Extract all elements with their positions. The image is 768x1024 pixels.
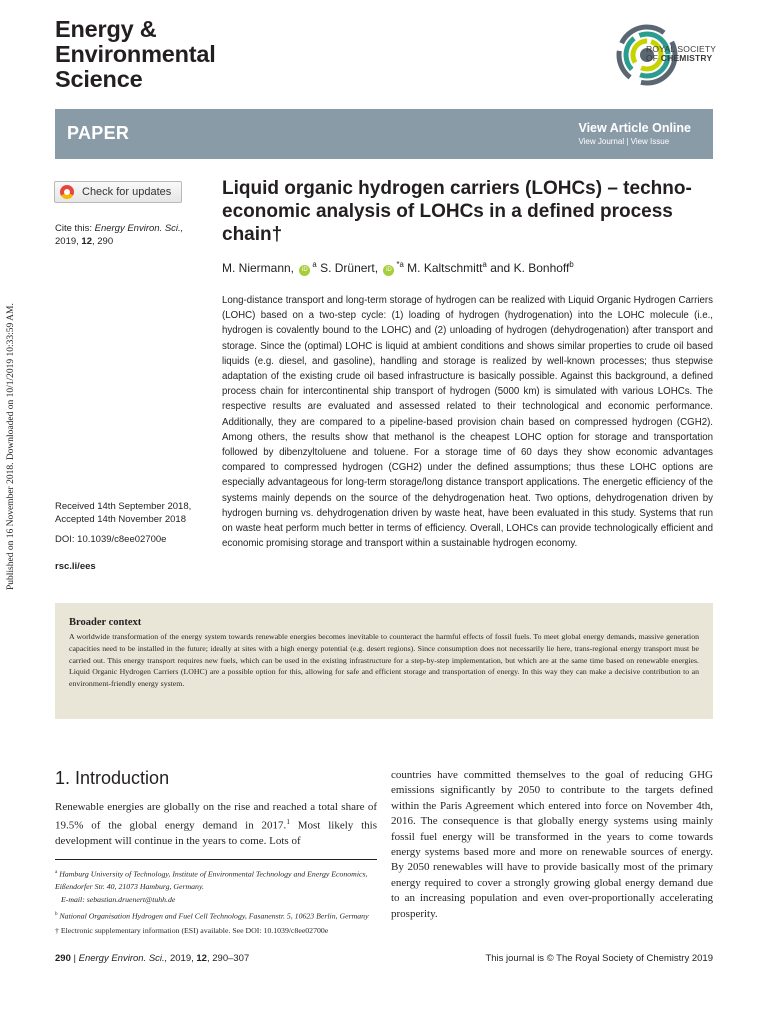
doi-link[interactable]: DOI: 10.1039/c8ee02700e: [55, 534, 167, 545]
received-date: Received 14th September 2018,: [55, 501, 192, 512]
footnote-esi: † Electronic supplementary information (ESI) available. See DOI: 10.1039/c8ee02700e: [55, 926, 329, 936]
footer-journal: Energy Environ. Sci.,: [78, 953, 168, 964]
broader-context-heading: Broader context: [69, 617, 142, 628]
footnote-divider: [55, 859, 377, 860]
author-kaltschmitt-affiliation: a: [482, 260, 487, 269]
publication-margin-note: Published on 16 November 2018. Downloaded on 10/1/2019 10:33:59 AM.: [6, 303, 16, 590]
article-title: Liquid organic hydrogen carriers (LOHCs) – techno-economic analysis of LOHCs in a defined process chain†: [222, 178, 692, 245]
journal-title-line2: Environmental: [55, 41, 216, 67]
footnote-a-mark: a: [55, 869, 58, 875]
cite-journal: Energy Environ. Sci.,: [94, 223, 184, 234]
abstract: Long-distance transport and long-term storage of hydrogen can be realized with Liquid Organic Hydrogen Carriers (LOHC) based on a two-step cycle: (1) loading of hydrogen (hydrogenation) into the LOHC molecule (i.e., hydrogen is covalently bound to the LOHC) and (2) unloading of hydrogen (dehydrogenation) after transport and storage. Since the (optimal) LOHC is liquid at ambient conditions and shows similar properties to crude oil based liquids (e.g. diesel, and gasoline), handling and storage is realized by well-known processes; thus stepwise adaptation of the existing crude oil based infrastructure is basically possible. Against this background, a defined process chain for intercontinental ship transport of hydrogen (5000 km) is simulated with various LOHCs. The respective results are evaluated and assessed related to their technological and economic performance. Additionally, they are compared to a pipeline-based provision chain based on compressed hydrogen (CGH2). Among others, the results show that methanol is the cheapest LOHC option for storage and transportation followed by dibenzyltoluene and toluene. For a storage time of 60 days they show economic advantages compared to compressed hydrogen (CGH2) under the defined assumptions; thus these LOHC options are especially advantageous for long-term storage/long distance transport applications. The energetic efficiency of the systems mainly depends on the source of the dehydrogenation heat. Two options, dehydrogenation driven by hydrogen burning vs. dehydrogenation driven by waste heat, have been evaluated in this study. Systems that run on waste heat perform much better in terms of efficiency. Overall, LOHCs can provide technologically efficient and economic promising storage and transport within a sustainable hydrogen economy.: [222, 295, 713, 550]
page-number: 290: [55, 953, 71, 964]
author-bonhoff-affiliation: b: [569, 260, 574, 269]
journal-title: [55, 17, 216, 92]
banner-small-links: [578, 137, 691, 146]
page-footer-citation: [55, 953, 249, 964]
view-article-online-link[interactable]: View Article Online: [578, 121, 691, 135]
rsc-logo-chemistry: CHEMISTRY: [660, 53, 713, 63]
citation-info: [55, 222, 183, 248]
rsc-logo-of: OF: [646, 53, 661, 63]
copyright-notice: This journal is © The Royal Society of Chemistry 2019: [485, 953, 713, 964]
footnote-a-text: Hamburg University of Technology, Institute of Environmental Technology and Energy Economics, Eißendorfer Str. 40, 21073 Hamburg, Germany.: [55, 869, 368, 892]
journal-title-line3: Science: [55, 66, 143, 92]
footnote-affiliation-b: [55, 908, 377, 923]
journal-title-line1: Energy &: [55, 16, 157, 42]
reference-1[interactable]: 1: [286, 818, 290, 827]
cite-pages: , 290: [92, 236, 114, 247]
footer-year: 2019,: [167, 953, 197, 964]
rsc-logo-text: [646, 45, 716, 63]
intro-right-column: countries have committed themselves to the goal of reducing GHG emissions significantly by 2050 to contribute to the targets defined within the Paris Agreement which entered into force on November 4th, 2016. The consequence is that globally energy systems using mainly fossil fuel energy will be transformed in the years to come towards energy systems based more and more on renewable sources of energy. By 2050 renewables will have to provide basically most of the primary energy required to cover a strongly growing global energy demand due to an increasing population and even over-proportionally accelerating prosperity.: [391, 769, 713, 920]
author-and: and: [486, 261, 514, 275]
banner-link-separator: |: [624, 137, 631, 146]
footer-volume: 12: [196, 953, 207, 964]
footer-pages: , 290–307: [206, 953, 250, 964]
cite-volume: 12: [81, 236, 92, 247]
accepted-date: Accepted 14th November 2018: [55, 513, 186, 525]
orcid-icon[interactable]: iD: [299, 265, 310, 276]
author-list: [222, 260, 574, 276]
intro-left-column: [55, 800, 377, 850]
article-type-banner: [55, 109, 713, 159]
footnotes: [55, 866, 377, 940]
rsc-logo-line1: ROYAL SOCIETY: [646, 44, 717, 54]
footer-separator: |: [70, 953, 79, 964]
footnote-a-email: [55, 894, 377, 907]
author-niermann-affiliation: a: [312, 260, 317, 269]
footnote-b-mark: b: [55, 911, 58, 918]
author-druenert-affiliation: *a: [396, 260, 404, 269]
section-heading-introduction: 1. Introduction: [55, 768, 170, 788]
author-bonhoff[interactable]: K. Bonhoff: [513, 261, 570, 275]
orcid-icon[interactable]: iD: [383, 265, 394, 276]
author-niermann[interactable]: M. Niermann,: [222, 261, 295, 275]
author-druenert[interactable]: S. Drünert,: [320, 261, 379, 275]
journal-short-link[interactable]: rsc.li/ees: [55, 561, 96, 572]
check-for-updates-button[interactable]: [54, 181, 182, 203]
intro-left-text-continued: Most likely this development will continue in the years to come. Lots of: [55, 820, 377, 848]
cite-year: 2019,: [55, 236, 82, 247]
banner-links: [578, 121, 691, 146]
article-dates: [55, 501, 191, 526]
article-type-label: PAPER: [67, 123, 130, 143]
author-kaltschmitt[interactable]: M. Kaltschmitt: [407, 261, 483, 275]
broader-context-text: A worldwide transformation of the energy system towards renewable energies becomes inevitable to counteract the harmful effects of fossil fuels. To meet global energy demands, massive generation capacities need to be installed in the future; ideally at sites with a high energy potential (e.g. desert regions). Since consumption does not necessarily lie here, trans-regional energy transport must be carried out. This energy transport requires new fuels, which can be used in the existing infrastructure for a step-by-step implementation, but which are at the same time based on renewable energies. Liquid Organic Hydrogen Carriers (LOHC) are a possible option for this, allowing for safe and efficient storage and transportation of energy. In this way they can make a decisive contribution to an environment-friendly energy system.: [69, 632, 699, 689]
footnote-affiliation-a: [55, 866, 377, 906]
update-badge-icon: [60, 185, 74, 199]
broader-context-box: [55, 603, 713, 719]
view-journal-link[interactable]: View Journal: [578, 137, 625, 146]
view-issue-link[interactable]: View Issue: [630, 137, 670, 146]
check-for-updates-label: Check for updates: [82, 186, 172, 198]
contact-email[interactable]: E-mail: sebastian.druenert@tuhh.de: [61, 894, 176, 904]
cite-prefix: Cite this:: [55, 223, 95, 234]
intro-left-text: Renewable energies are globally on the rise and reached a total share of 19.5% of the global energy demand in 2017.: [55, 801, 377, 833]
footnote-b-text: National Organisation Hydrogen and Fuel Cell Technology, Fasanenstr. 5, 10623 Berlin, Germany: [59, 911, 369, 921]
rsc-logo-line2: [646, 54, 716, 63]
